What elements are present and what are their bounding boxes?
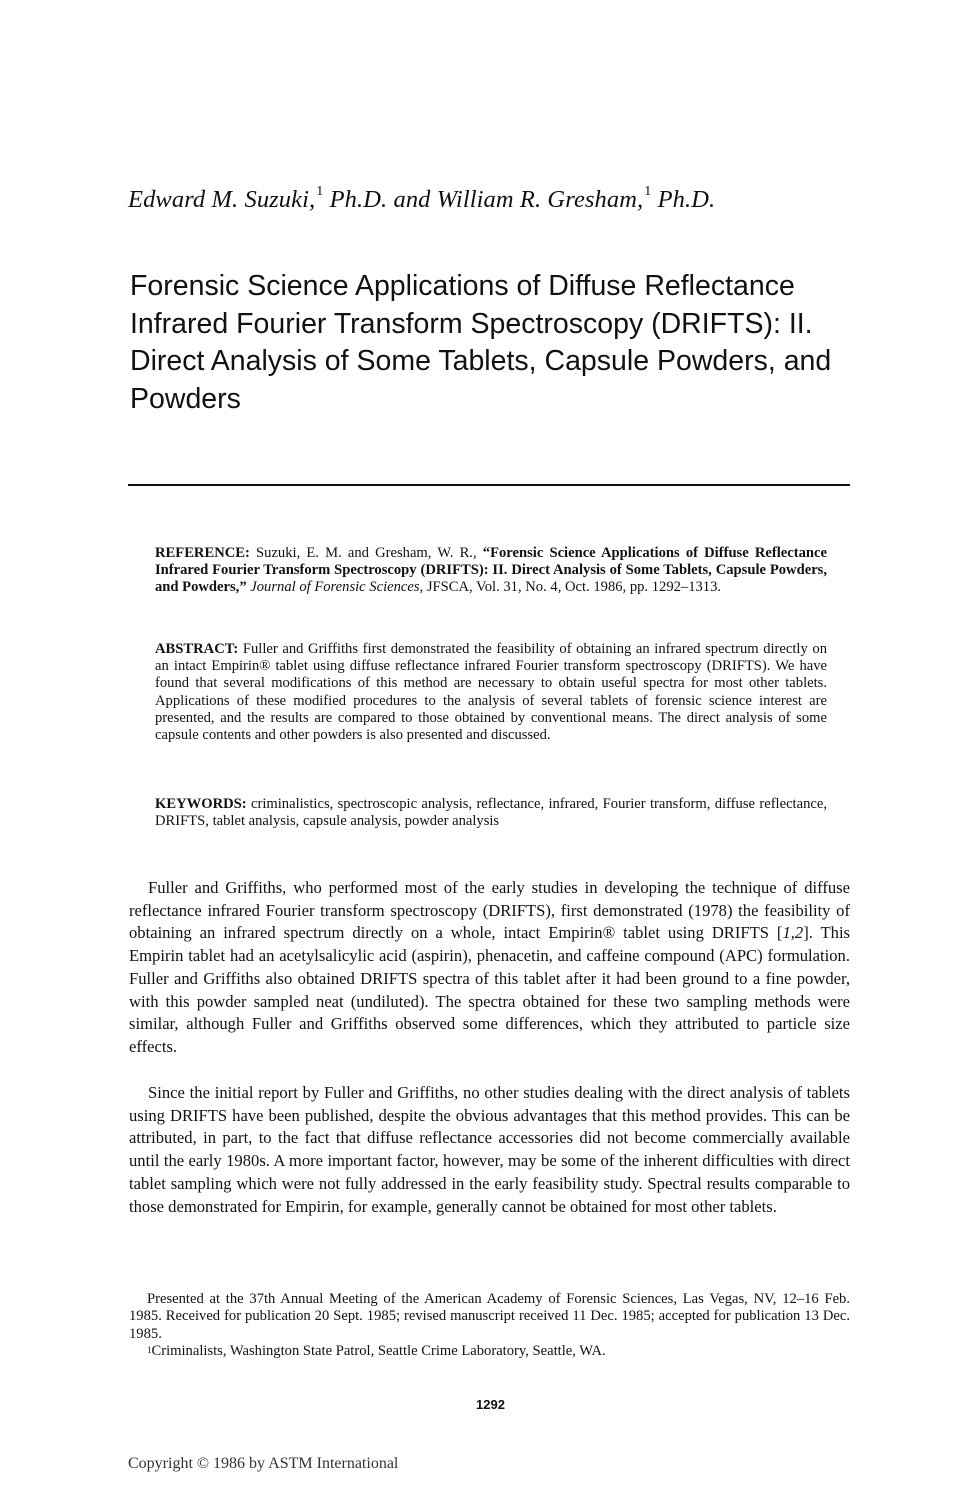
author-2-degree: Ph.D.: [651, 186, 716, 213]
presentation-note: Presented at the 37th Annual Meeting of the American Academy of Forensic Sciences, Las Vegas, NV, 12–16 Feb. 1985. Received for publication 20 Sept. 1985; revised manuscript received 11 Dec. 1985; accepted for publication 13 Dec. 1985.: [129, 1291, 850, 1342]
reference-article-title: “Forensic Science Applications of Diffuse Reflectance Infrared Fourier Transform Spectroscopy (DRIFTS): II. Direct Analysis of Some Tablets, Capsule Powders, and Powders,”: [155, 545, 827, 596]
body-paragraph-1: [129, 877, 850, 1059]
body-paragraph-2: [129, 1082, 850, 1218]
author-degrees: Ph.D. and William R. Gresham,: [323, 186, 644, 213]
paragraph-text: ]. This Empirin tablet had an acetylsalicylic acid (aspirin), phenacetin, and caffeine compound (APC) formulation. Fuller and Griffiths also obtained DRIFTS spectra of this tablet after it had been ground to a fine powder, with this powder sampled neat (undiluted). The spectra obtained for these two sampling methods were similar, although Fuller and Griffiths observed some differences, which they attributed to particle size effects.: [129, 923, 851, 1056]
keywords-label: KEYWORDS:: [155, 796, 247, 812]
paragraph-text: Since the initial report by Fuller and Griffiths, no other studies dealing with the direct analysis of tablets using DRIFTS have been published, despite the obvious advantages that this method provides. This can be attributed, in part, to the fact that diffuse reflectance accessories did not become commercially available until the early 1980s. A more important factor, however, may be some of the inherent difficulties with direct tablet sampling which were not fully addressed in the early feasibility study. Spectral results comparable to those demonstrated for Empirin, for example, generally cannot be obtained for most other tablets.: [129, 1083, 850, 1216]
reference-journal: Journal of Forensic Sciences: [246, 579, 420, 596]
title-divider: [128, 484, 850, 486]
reference-label: REFERENCE:: [155, 545, 250, 561]
abstract-label: ABSTRACT:: [155, 641, 239, 657]
abstract-text: Fuller and Griffiths first demonstrated the feasibility of obtaining an infrared spectrum directly on an intact Empirin® tablet using diffuse reflectance infrared Fourier transform spectroscopy (DRIFTS). We have found that several modifications of this method are necessary to obtain useful spectra for most other tablets. Applications of these modified procedures to the analysis of several tablets of forensic science interest are presented, and the results are compared to those obtained by conventional means. The direct analysis of some capsule contents and other powders is also presented and discussed.: [155, 641, 827, 744]
reference-authors: Suzuki, E. M. and Gresham, W. R.,: [249, 545, 483, 561]
copyright-notice: Copyright © 1986 by ASTM International: [128, 1455, 399, 1472]
article-title: Forensic Science Applications of Diffuse Reflectance Infrared Fourier Transform Spectroscopy (DRIFTS): II. Direct Analysis of Some Tablets, Capsule Powders, and Powders: [130, 270, 832, 415]
footnotes: [129, 1291, 850, 1360]
reference-block: [155, 545, 827, 597]
footnote-marker: 1: [147, 1344, 152, 1355]
page-number: 1292: [476, 1397, 505, 1412]
paragraph-text: Fuller and Griffiths, who performed most of the early studies in developing the technique of diffuse reflectance infrared Fourier transform spectroscopy (DRIFTS), first demonstrated (1978) the feasibility of obtaining an infrared spectrum directly on a whole, intact Empirin® tablet using DRIFTS [: [129, 878, 850, 943]
affiliation-text: Criminalists, Washington State Patrol, Seattle Crime Laboratory, Seattle, WA.: [151, 1342, 606, 1359]
keywords-text: criminalistics, spectroscopic analysis, reflectance, infrared, Fourier transform, diffuse reflectance, DRIFTS, tablet analysis, capsule analysis, powder analysis: [155, 796, 827, 830]
author-line: [128, 186, 715, 214]
author-1-name: Edward M. Suzuki,: [128, 186, 316, 213]
footnote-marker: 1: [644, 184, 652, 199]
footnote-marker: 1: [316, 184, 324, 199]
affiliation-note: [129, 1343, 850, 1360]
keywords-block: [155, 796, 827, 830]
abstract-block: [155, 641, 827, 744]
citation: 1,2: [782, 923, 804, 943]
reference-details: , JFSCA, Vol. 31, No. 4, Oct. 1986, pp. 1292–1313.: [419, 579, 722, 596]
